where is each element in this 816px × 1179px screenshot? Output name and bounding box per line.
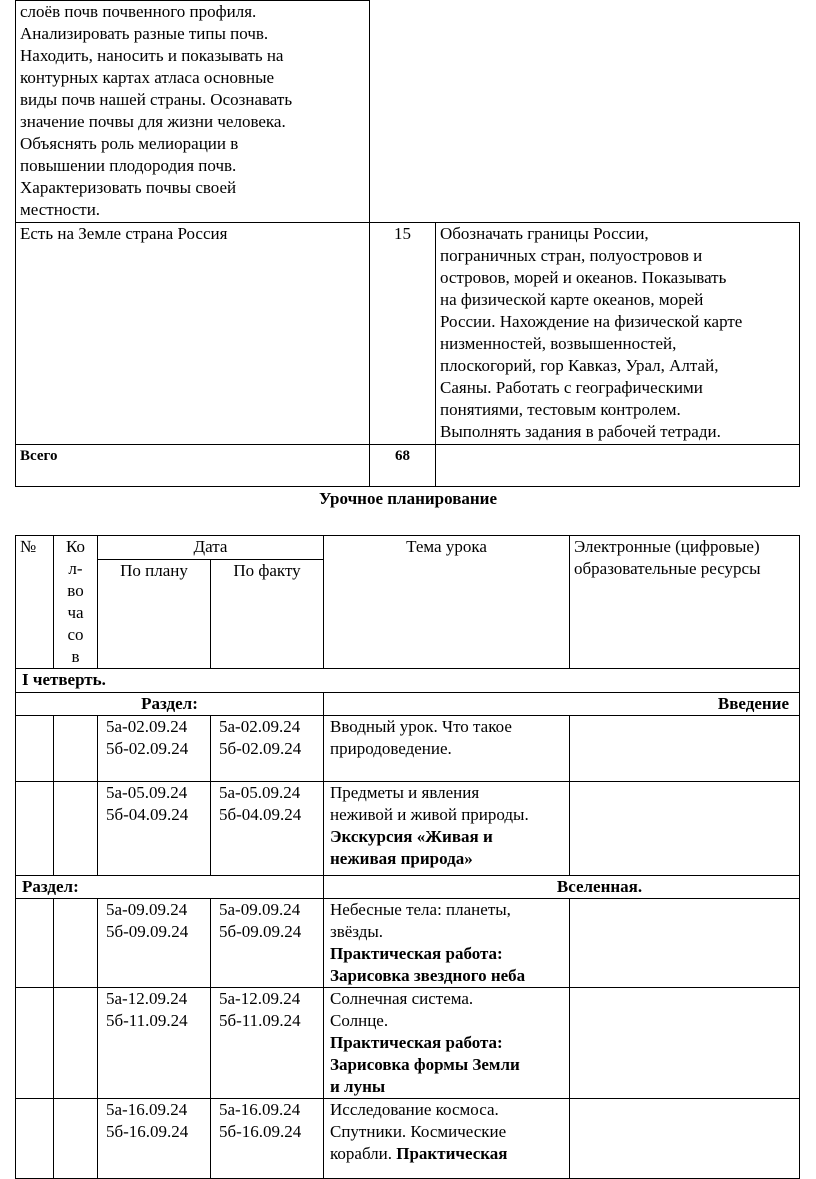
lesson-topic	[324, 782, 570, 876]
text-line: островов, морей и океанов. Показывать	[440, 268, 727, 287]
header-line: со	[67, 625, 84, 644]
hours-cell	[54, 716, 98, 782]
hours-cell	[54, 899, 98, 988]
date-line: 5а-12.09.24	[219, 989, 301, 1008]
text-line: на физической карте океанов, морей	[440, 290, 704, 309]
fact-date-header: По факту	[211, 560, 324, 669]
text-line: значение почвы для жизни человека.	[20, 112, 286, 131]
header-row	[16, 536, 800, 560]
header-line: в	[71, 647, 80, 666]
lesson-topic	[324, 1099, 570, 1179]
resources-cell	[570, 988, 800, 1099]
plan-date	[98, 782, 211, 876]
date-line: 5б-02.09.24	[106, 739, 189, 758]
lesson-plan-table	[15, 535, 800, 1179]
text-line: местности.	[20, 200, 101, 219]
topic-bold-line: Экскурсия «Живая и	[330, 827, 493, 846]
plan-date	[98, 899, 211, 988]
plan-date	[98, 1099, 211, 1179]
table-row	[16, 1, 800, 223]
num-cell	[16, 716, 54, 782]
text-line: пограничных стран, полуостровов и	[440, 246, 703, 265]
header-line: л-	[68, 559, 83, 578]
topic-bold-line: Зарисовка формы Земли	[330, 1055, 520, 1074]
section-name: Вселенная.	[324, 876, 800, 899]
date-line: 5б-16.09.24	[106, 1122, 189, 1141]
topic-bold-line: Зарисовка звездного неба	[330, 966, 526, 985]
topic-line: Солнечная система.	[330, 989, 474, 1008]
topic-line	[330, 1143, 565, 1165]
empty-cell	[436, 445, 800, 487]
plan-date-header: По плану	[98, 560, 211, 669]
section-label: Раздел:	[16, 876, 324, 899]
text-line: виды почв нашей страны. Осознавать	[20, 90, 293, 109]
header-line: ча	[67, 603, 84, 622]
total-row	[16, 445, 800, 487]
text-line: повышении плодородия почв.	[20, 156, 237, 175]
topic-line: Небесные тела: планеты,	[330, 900, 511, 919]
table-row	[16, 988, 800, 1099]
date-line: 5б-16.09.24	[219, 1122, 302, 1141]
lesson-topic	[324, 899, 570, 988]
hours-header	[54, 536, 98, 669]
activities-cell	[16, 1, 370, 223]
text-line: Выполнять задания в рабочей тетради.	[440, 422, 721, 441]
topic-line: неживой и живой природы.	[330, 805, 529, 824]
num-cell	[16, 782, 54, 876]
hours-cell	[54, 1099, 98, 1179]
resources-cell	[570, 1099, 800, 1179]
lesson-topic	[324, 716, 570, 782]
quarter-row	[16, 669, 800, 693]
hours-cell: 15	[370, 223, 436, 445]
table-row	[16, 782, 800, 876]
lesson-topic	[324, 988, 570, 1099]
topic-bold-line: неживая природа»	[330, 849, 473, 868]
header-line: Ко	[66, 537, 85, 556]
date-line: 5а-16.09.24	[106, 1100, 188, 1119]
date-line: 5б-04.09.24	[219, 805, 302, 824]
resources-cell	[570, 716, 800, 782]
topic-line: Солнце.	[330, 1011, 389, 1030]
date-line: 5а-02.09.24	[106, 717, 188, 736]
table-row	[16, 899, 800, 988]
fact-date	[211, 716, 324, 782]
topic-line: Предметы и явления	[330, 783, 480, 802]
text-line: контурных картах атласа основные	[20, 68, 275, 87]
total-hours: 68	[370, 445, 436, 487]
total-label: Всего	[16, 445, 370, 487]
fact-date	[211, 988, 324, 1099]
topic-bold-line: Практическая работа:	[330, 1033, 503, 1052]
date-line: 5а-16.09.24	[219, 1100, 301, 1119]
num-cell	[16, 988, 54, 1099]
table-row	[16, 1099, 800, 1179]
date-line: 5а-12.09.24	[106, 989, 188, 1008]
date-line: 5а-05.09.24	[219, 783, 301, 802]
text-line: слоёв почв почвенного профиля.	[20, 2, 257, 21]
empty-cell	[370, 1, 436, 223]
text-line: Характеризовать почвы своей	[20, 178, 237, 197]
topic-line: Спутники. Космические	[330, 1122, 507, 1141]
text-line: Обозначать границы России,	[440, 224, 649, 243]
topic-cell: Есть на Земле страна Россия	[16, 223, 370, 445]
date-line: 5а-09.09.24	[106, 900, 188, 919]
topic-header: Тема урока	[324, 536, 570, 669]
topic-line: Исследование космоса.	[330, 1100, 499, 1119]
quarter-label: I четверть.	[16, 669, 800, 693]
resources-cell	[570, 899, 800, 988]
topic-bold-text: Практическая	[396, 1144, 508, 1163]
num-header: №	[16, 536, 54, 669]
text-line: Находить, наносить и показывать на	[20, 46, 284, 65]
date-line: 5а-05.09.24	[106, 783, 188, 802]
text-line: Анализировать разные типы почв.	[20, 24, 269, 43]
topic-bold-line: Практическая работа:	[330, 944, 503, 963]
date-line: 5б-11.09.24	[106, 1011, 188, 1030]
header-line: Электронные (цифровые)	[574, 537, 760, 556]
date-header: Дата	[98, 536, 324, 560]
resources-cell	[570, 782, 800, 876]
topic-line: Вводный урок. Что такое	[330, 717, 512, 736]
topic-text: корабли.	[330, 1144, 392, 1163]
date-line: 5б-11.09.24	[219, 1011, 301, 1030]
text-line: понятиями, тестовым контролем.	[440, 400, 681, 419]
num-cell	[16, 1099, 54, 1179]
section-title: Урочное планирование	[318, 489, 498, 508]
header-line: во	[67, 581, 84, 600]
plan-date	[98, 988, 211, 1099]
section-row	[16, 876, 800, 899]
text-line: России. Нахождение на физической карте	[440, 312, 743, 331]
text-line: Саяны. Работать с географическими	[440, 378, 703, 397]
plan-date	[98, 716, 211, 782]
section-name: Введение	[324, 693, 800, 716]
hours-cell	[54, 782, 98, 876]
activities-cell	[436, 223, 800, 445]
topic-line: звёзды.	[330, 922, 384, 941]
fact-date	[211, 782, 324, 876]
empty-cell	[436, 1, 800, 223]
topic-bold-line: и луны	[330, 1077, 386, 1096]
date-line: 5а-02.09.24	[219, 717, 301, 736]
text-line: низменностей, возвышенностей,	[440, 334, 677, 353]
table-row	[16, 223, 800, 445]
fact-date	[211, 899, 324, 988]
date-line: 5б-02.09.24	[219, 739, 302, 758]
topic-line: природоведение.	[330, 739, 452, 758]
fact-date	[211, 1099, 324, 1179]
table-row	[16, 716, 800, 782]
date-line: 5б-09.09.24	[106, 922, 189, 941]
section-row	[16, 693, 800, 716]
section-label: Раздел:	[16, 693, 324, 716]
text-line: плоскогорий, гор Кавказ, Урал, Алтай,	[440, 356, 719, 375]
text-line: Объяснять роль мелиорации в	[20, 134, 239, 153]
date-line: 5а-09.09.24	[219, 900, 301, 919]
date-line: 5б-09.09.24	[219, 922, 302, 941]
date-line: 5б-04.09.24	[106, 805, 189, 824]
hours-cell	[54, 988, 98, 1099]
header-line: образовательные ресурсы	[574, 559, 761, 578]
resources-header	[570, 536, 800, 669]
num-cell	[16, 899, 54, 988]
thematic-plan-table	[15, 0, 800, 487]
